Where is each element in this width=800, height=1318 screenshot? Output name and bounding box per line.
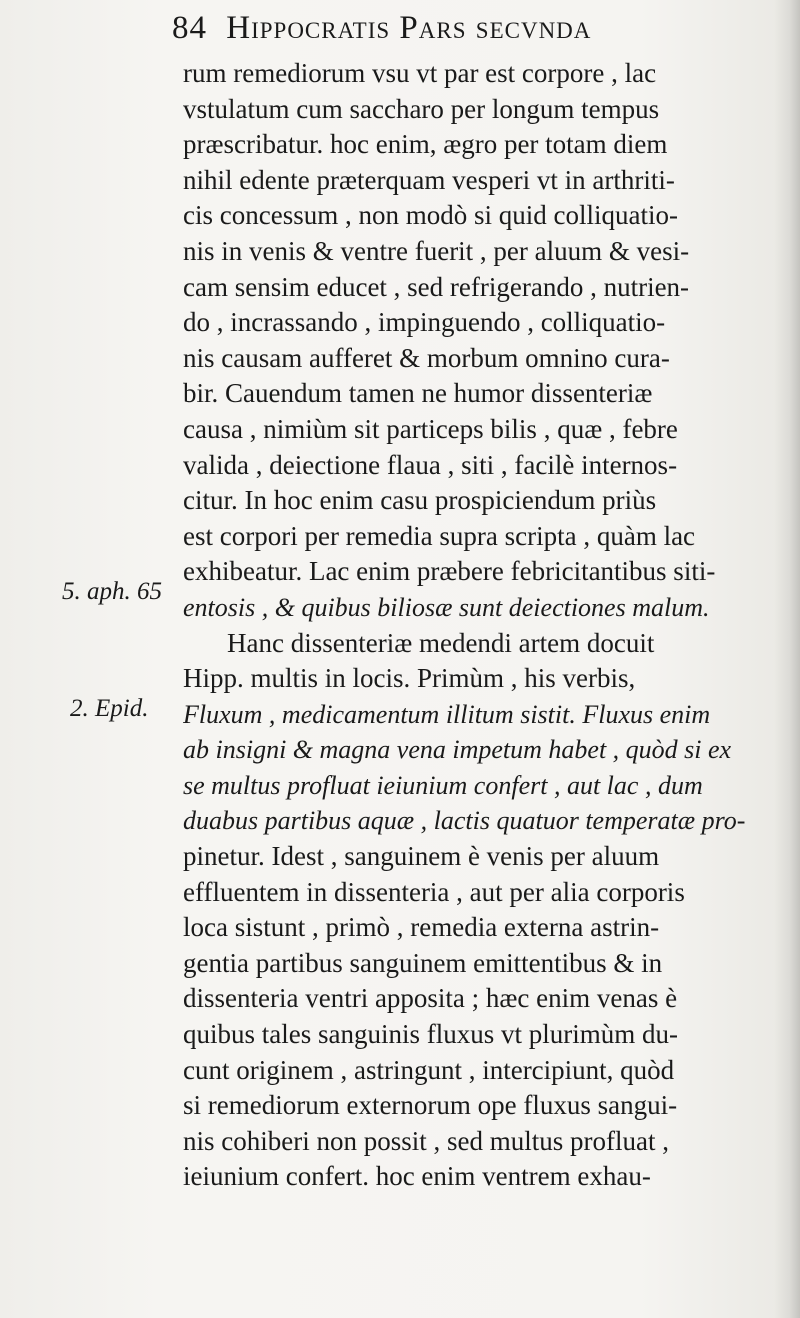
text-line: valida , deiectione flaua , siti , facilè internos- [183, 449, 678, 480]
text-line-italic: entosis , & quibus biliosæ sunt deiectiones malum. [183, 592, 710, 622]
text-line: pinetur. Idest , sanguinem è venis per aluum [183, 841, 660, 872]
text-line: citur. In hoc enim casu prospiciendum priùs [183, 485, 657, 516]
text-line: nis cohiberi non possit , sed multus profluat , [183, 1125, 669, 1156]
text-line: nis in venis & ventre fuerit , per aluum & vesi- [183, 235, 690, 266]
text-line: si remediorum externorum ope fluxus sangui- [183, 1090, 678, 1121]
text-line: gentia partibus sanguinem emittentibus & in [183, 947, 663, 978]
text-line: Hipp. multis in locis. Primùm , his verbis, [183, 663, 636, 694]
text-line: nihil edente præterquam vesperi vt in arthriti- [183, 164, 675, 195]
text-line: rum remediorum vsu vt par est corpore , lac [183, 58, 657, 88]
body-text [183, 56, 781, 1195]
margin-note-epidemics: 2. Epid. [70, 695, 149, 722]
margin-note-aphorism: 5. aph. 65 [62, 578, 162, 605]
text-line-italic: duabus partibus aquæ , lactis quatuor temperatæ pro- [183, 806, 746, 836]
text-line: præscribatur. hoc enim, ægro per totam diem [183, 129, 668, 160]
running-header [172, 10, 772, 56]
text-line: est corpori per remedia supra scripta , quàm lac [183, 520, 696, 551]
text-line: causa , nimiùm sit particeps bilis , quæ , febre [183, 413, 678, 444]
text-line: quibus tales sanguinis fluxus vt plurimùm du- [183, 1019, 678, 1050]
text-line-italic: ab insigni & magna vena impetum habet , quòd si ex [183, 735, 732, 765]
paragraph-start: Hanc dissenteriæ medendi artem docuit [227, 627, 655, 658]
text-line: loca sistunt , primò , remedia externa astrin- [183, 912, 660, 943]
text-line: cunt originem , astringunt , intercipiunt, quòd [183, 1054, 675, 1085]
text-line: do , incrassando , impinguendo , colliquatio- [183, 307, 666, 338]
text-line-italic: se multus profluat ieiunium confert , aut lac , dum [183, 770, 703, 800]
text-line: effluentem in dissenteria , aut per alia corporis [183, 876, 685, 907]
text-line: cam sensim educet , sed refrigerando , nutrien- [183, 271, 690, 302]
text-line: bir. Cauendum tamen ne humor dissenteriæ [183, 378, 653, 409]
text-line: ieiunium confert. hoc enim ventrem exhau- [183, 1161, 651, 1192]
text-line-italic: Fluxum , medicamentum illitum sistit. Fluxus enim [183, 699, 711, 729]
running-title: Hippocratis Pars secvnda [226, 10, 592, 46]
text-line: exhibeatur. Lac enim præbere febricitantibus siti- [183, 556, 716, 587]
page-number: 84 [172, 10, 207, 46]
text-line: dissenteria ventri apposita ; hæc enim venas è [183, 983, 678, 1014]
text-line: nis causam aufferet & morbum omnino cura- [183, 342, 670, 373]
text-line: cis concessum , non modò si quid colliquatio- [183, 200, 678, 231]
text-line: vstulatum cum saccharo per longum tempus [183, 93, 660, 124]
